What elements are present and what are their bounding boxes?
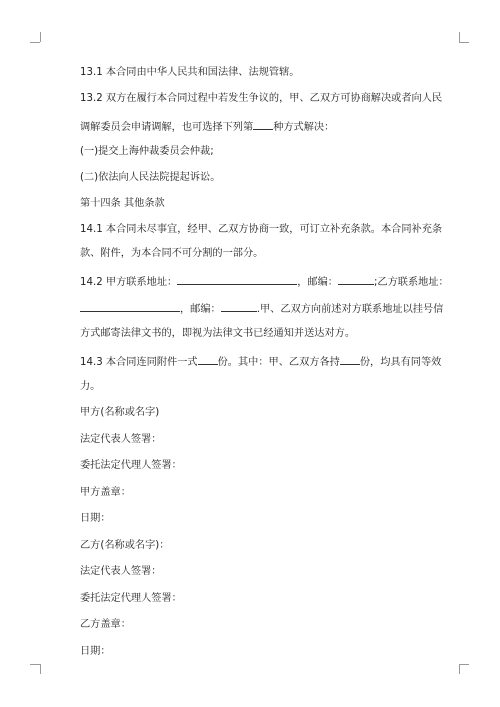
clause-14-2	[80, 273, 450, 341]
signature-block	[80, 406, 450, 659]
crop-mark-top-left-v	[40, 32, 41, 42]
party-b-agent	[80, 592, 450, 606]
party-a-agent	[80, 459, 450, 473]
party-b-agent-text: 委托法定代理人签署：	[80, 592, 182, 604]
party-b-seal	[80, 618, 450, 632]
crop-mark-top-right-v	[459, 32, 460, 42]
option-2-text: (二)依法向人民法院提起诉讼。	[80, 172, 221, 183]
clause-13-2-line1: 13.2 双方在履行本合同过程中若发生争议的，甲、乙双方可协商解决或者向人民	[80, 93, 443, 104]
party-b-date	[80, 645, 450, 659]
party-a-address-blank[interactable]	[177, 273, 297, 285]
clause-14-2-text-e: .甲、乙双方向前述对方联系地址以挂号信	[256, 304, 444, 315]
party-a-label-text: 甲方(名称或名字)	[80, 407, 160, 418]
crop-mark-bottom-right-v	[459, 664, 460, 674]
clause-14-3-text-c: 份，均具有同等效	[359, 357, 442, 368]
clause-13-1-text: 13.1 本合同由中华人民共和国法律、法规管辖。	[80, 67, 300, 78]
clause-14-1-line1: 14.1 本合同未尽事宜，经甲、乙双方协商一致，可订立补充条款。本合同补充条	[80, 224, 443, 235]
copies-each-blank[interactable]	[340, 353, 360, 365]
party-a-agent-text: 委托法定代理人签署：	[80, 460, 182, 471]
party-b-legal-rep	[80, 565, 450, 579]
clause-14-2-text-a: 14.2 甲方联系地址：	[80, 277, 178, 288]
party-a-date-text: 日期：	[80, 513, 111, 524]
clause-13-2-text-a: 调解委员会申请调解，也可选择下列第	[80, 122, 254, 133]
clause-13-2-text-b: 种方式解决：	[273, 122, 335, 133]
option-2	[80, 171, 450, 185]
clause-14-3-text-a: 14.3 本合同连同附件一式	[80, 357, 198, 368]
clause-14-3-line2: 力。	[80, 381, 101, 392]
party-a-legal-rep	[80, 433, 450, 447]
party-a-seal	[80, 486, 450, 500]
party-a-date	[80, 512, 450, 526]
party-b-postcode-blank[interactable]	[221, 300, 257, 312]
crop-mark-top-right-h	[459, 42, 469, 43]
clause-13-1	[80, 66, 450, 80]
clause-14-1-line2: 款、附件，为本合同不可分割的一部分。	[80, 248, 264, 259]
clause-13-2-line2	[80, 118, 334, 135]
option-1-text: (一)提交上海仲裁委员会仲裁;	[80, 146, 214, 157]
clause-14-2-line2	[80, 300, 443, 317]
clause-14-3-text-b: 份。其中：甲、乙双方各持	[217, 357, 340, 368]
crop-mark-bottom-right-h	[459, 664, 469, 665]
clause-14-2-text-b: ，邮编：	[297, 277, 338, 288]
clause-14-3	[80, 353, 450, 394]
article-14-title	[80, 197, 450, 211]
crop-mark-bottom-left-h	[30, 664, 40, 665]
document-body	[80, 66, 450, 671]
party-b-label-text: 乙方(名称或名字)：	[80, 539, 170, 551]
dispute-option-blank[interactable]	[253, 118, 273, 130]
party-a-label	[80, 406, 450, 420]
party-a-postcode-blank[interactable]	[338, 273, 374, 285]
article-14-title-text: 第十四条 其他条款	[80, 198, 165, 209]
party-b-legal-rep-text: 法定代表人签署：	[80, 566, 162, 577]
party-b-date-text: 日期：	[80, 645, 111, 657]
crop-mark-top-left-h	[30, 42, 40, 43]
clause-14-2-text-d: ，邮编：	[180, 304, 221, 315]
crop-mark-bottom-left-v	[40, 664, 41, 674]
party-a-seal-text: 甲方盖章：	[80, 486, 131, 498]
clause-14-1	[80, 223, 450, 261]
copies-total-blank[interactable]	[198, 353, 218, 365]
party-b-label	[80, 539, 450, 553]
party-b-address-blank[interactable]	[80, 300, 180, 312]
option-1	[80, 145, 450, 159]
party-a-legal-rep-text: 法定代表人签署：	[80, 433, 162, 445]
party-b-seal-text: 乙方盖章：	[80, 619, 131, 630]
clause-14-2-line3: 方式邮寄法律文书的，即视为法律文书已经通知并送达对方。	[80, 328, 356, 339]
clause-13-2	[80, 92, 450, 135]
clause-14-2-text-c: ;乙方联系地址：	[373, 277, 449, 288]
